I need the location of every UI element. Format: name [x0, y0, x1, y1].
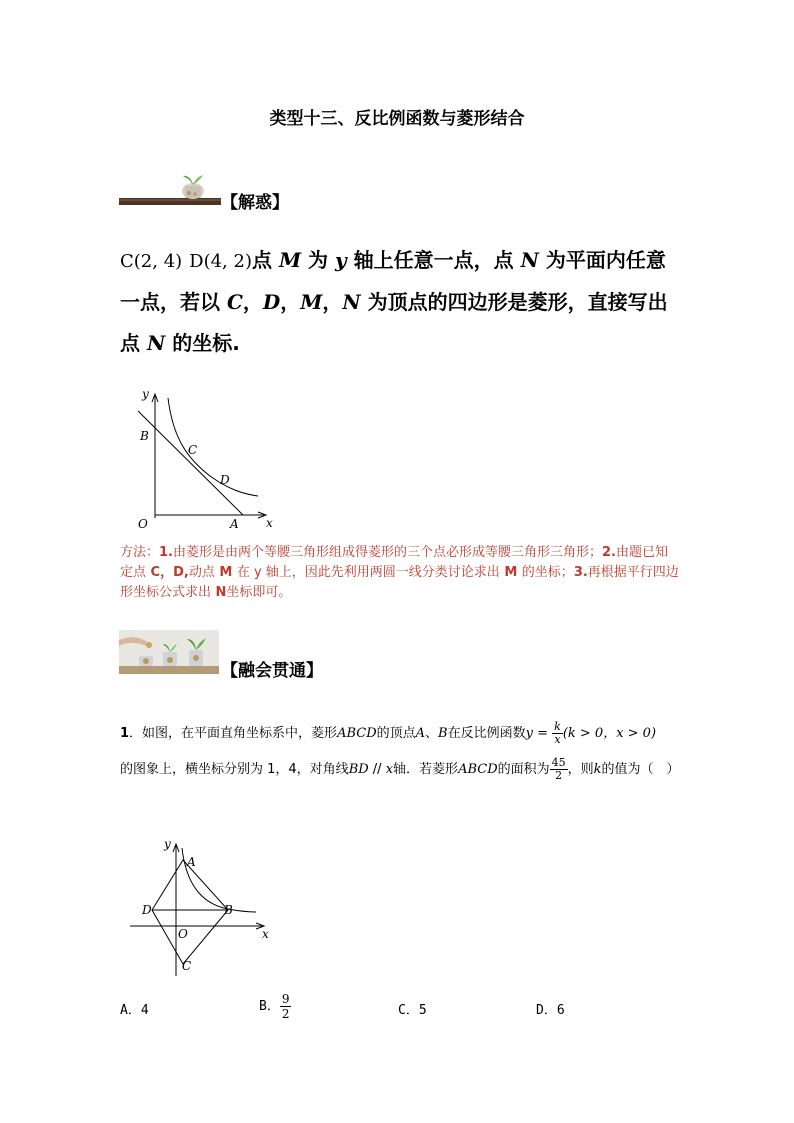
condition: (k > 0，x > 0)	[562, 726, 657, 741]
label-y: y	[164, 837, 171, 851]
question-text: 在反比例函数	[447, 726, 526, 741]
problem-text: 为	[301, 248, 336, 272]
method-step-num: 2.	[602, 545, 616, 560]
comma: ，	[322, 290, 343, 314]
parallel-symbol: //	[368, 762, 386, 777]
formula-y: y =	[525, 726, 553, 741]
label-d: D	[142, 903, 152, 917]
method-text: 由题已知定点	[120, 545, 669, 580]
question-text: ．如图，在平面直角坐标系中，菱形	[129, 726, 338, 741]
label-x: x	[266, 516, 273, 530]
var-x: x	[554, 733, 561, 746]
page-title: 类型十三、反比例函数与菱形结合	[269, 109, 525, 129]
label-a: A	[187, 855, 196, 869]
method-text: 在 y 轴上，因此先利用两圆一线分类讨论求出	[236, 565, 500, 580]
problem-text: 点	[251, 248, 279, 272]
fraction-k-over-x	[552, 721, 563, 746]
question-text: 轴．若菱形	[393, 762, 459, 777]
rhombus-abcd	[152, 860, 228, 964]
label-y: y	[142, 387, 149, 401]
coins-plant-header-image	[119, 630, 219, 674]
var-abcd: ABCD	[337, 726, 377, 741]
var-a: A	[415, 726, 426, 741]
figure-rhombus	[124, 834, 274, 980]
option-b-prefix: B．	[259, 999, 280, 1014]
question-text: 的值为（ ）	[601, 762, 680, 777]
var-k: k	[593, 762, 602, 777]
method-text: 动点	[188, 565, 215, 580]
method-step-num: 3.	[573, 565, 588, 580]
problem-statement	[120, 240, 680, 364]
question-text: 的图象上，横坐标分别为 1，4，对角线	[120, 762, 349, 777]
figure-hyperbola-line	[128, 384, 280, 534]
method-point-m: M	[214, 565, 237, 580]
var-k: k	[554, 720, 561, 733]
point-d-coord: D(4, 2)	[189, 251, 252, 272]
line-ab	[138, 411, 243, 515]
label-b: B	[224, 903, 233, 917]
option-d[interactable]: D．6	[536, 1003, 565, 1018]
method-step-num: 1.	[159, 545, 173, 560]
method-text: 再根据平行四边形坐标公式求出	[120, 565, 679, 600]
plant-header-image	[119, 172, 221, 206]
label-c: C	[188, 443, 198, 457]
question-text: ，则	[567, 762, 594, 777]
label-x: x	[262, 927, 269, 941]
var-n: N	[146, 331, 166, 355]
var-abcd: ABCD	[458, 762, 498, 777]
var-x: x	[385, 762, 394, 777]
label-a: A	[230, 517, 239, 531]
problem-text: 为顶点的四边形是菱形，直接写出点	[120, 290, 668, 355]
question-text: 、	[425, 726, 439, 741]
section-label-ronghui: 【融会贯通】	[221, 661, 323, 681]
point-c-coord: C(2, 4)	[120, 251, 183, 272]
var-m: M	[278, 248, 302, 272]
var-b: B	[438, 726, 448, 741]
question-number: 1	[120, 726, 130, 741]
method-text: 由菱形是由两个等腰三角形组成得菱形的三个点必形成等腰三角形三角形；	[173, 545, 603, 560]
problem-text: 为平面内任意一点，若以	[120, 248, 666, 314]
label-o: O	[138, 517, 148, 531]
problem-text: 的坐标.	[165, 331, 240, 355]
var-n: N	[520, 248, 539, 272]
label-c: C	[182, 959, 192, 973]
method-text: 方法：	[120, 545, 160, 560]
method-text: 的坐标；	[521, 565, 574, 580]
comma: ，	[242, 290, 263, 314]
var-c: C	[226, 290, 243, 314]
label-b: B	[140, 429, 149, 443]
option-c[interactable]: C．5	[398, 1003, 427, 1018]
method-points: C，D,	[146, 565, 189, 580]
var-bd: BD	[348, 762, 369, 777]
option-a[interactable]: A．4	[120, 1003, 149, 1018]
method-point-m: M	[499, 565, 522, 580]
method-point-n: N	[211, 585, 227, 600]
problem-text: 轴上任意一点，点	[346, 248, 521, 272]
question-text: 的顶点	[376, 726, 416, 741]
question-text: 的面积为	[497, 762, 550, 777]
hyperbola-curve	[168, 398, 258, 496]
var-n: N	[342, 290, 361, 314]
fraction-45-over-2: $\frac{45}{2}$	[551, 756, 566, 782]
var-d: D	[262, 290, 281, 314]
fraction-9-over-2: $\frac{9}{2}$	[281, 992, 290, 1021]
method-paragraph	[120, 543, 680, 603]
comma: ，	[280, 290, 301, 314]
label-d: D	[220, 473, 230, 487]
section-label-jiehuo: 【解惑】	[221, 193, 289, 213]
question-1	[120, 716, 680, 788]
method-text: 坐标即可。	[226, 585, 292, 600]
var-y: y	[335, 248, 347, 272]
label-o: O	[178, 927, 188, 941]
var-m: M	[300, 290, 323, 314]
option-b[interactable]	[259, 992, 291, 1021]
